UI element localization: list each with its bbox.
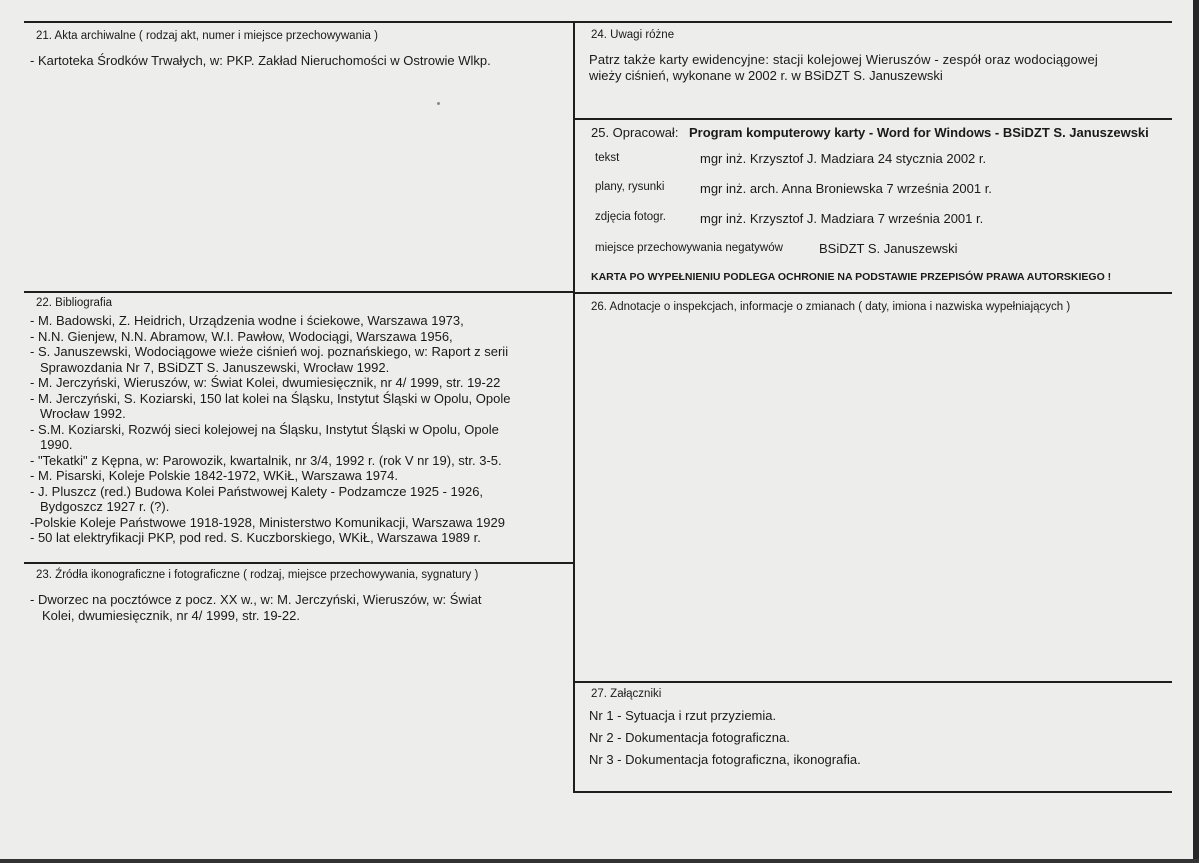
attachment-item: Nr 1 - Sytuacja i rzut przyziemia. (589, 708, 777, 723)
bibliography-list (30, 313, 510, 546)
section-23-header: 23. Źródła ikonograficzne i fotograficzne ( rodzaj, miejsce przechowywania, sygnatury ) (36, 569, 479, 581)
bib-line: - J. Pluszcz (red.) Budowa Kolei Państwowej Kalety - Podzamcze 1925 - 1926, (30, 483, 484, 499)
negatives-label: miejsce przechowywania negatywów (595, 242, 783, 254)
credit-label: tekst (595, 152, 620, 164)
bib-line: Wrocław 1992. (40, 406, 126, 421)
section-26-header: 26. Adnotacje o inspekcjach, informacje o zmianach ( daty, imiona i nazwiska wypełniających ) (591, 301, 1071, 313)
bib-line: - M. Jerczyński, Wieruszów, w: Świat Kolei, dwumiesięcznik, nr 4/ 1999, str. 19-22 (30, 375, 501, 390)
bib-line: -Polskie Koleje Państwowe 1918-1928, Ministerstwo Komunikacji, Warszawa 1929 (30, 514, 505, 530)
bib-line: - 50 lat elektryfikacji PKP, pod red. S. Kuczborskiego, WKiŁ, Warszawa 1989 r. (30, 530, 481, 545)
bib-line: Sprawozdania Nr 7, BSiDZT S. Januszewski, Wrocław 1992. (40, 359, 390, 375)
rule-22-23 (24, 562, 574, 564)
section-25-header: 25. Opracował: (591, 125, 679, 140)
bib-line: 1990. (40, 437, 73, 452)
bib-line: - N.N. Gienjew, N.N. Abramow, W.I. Pawłow, Wodociągi, Warszawa 1956, (30, 328, 453, 344)
rule-bottom-right (573, 791, 1172, 793)
section-23-line: - Dworzec na pocztówce z pocz. XX w., w: M. Jerczyński, Wieruszów, w: Świat (30, 592, 482, 607)
section-23-line: Kolei, dwumiesięcznik, nr 4/ 1999, str. 19-22. (42, 608, 300, 623)
scan-edge-right (1193, 0, 1199, 863)
program-credit: Program komputerowy karty - Word for Windows - BSiDZT S. Januszewski (689, 125, 1149, 140)
bib-line: - S.M. Koziarski, Rozwój sieci kolejowej na Śląsku, Instytut Śląski w Opolu, Opole (30, 421, 499, 437)
section-21-entry: - Kartoteka Środków Trwałych, w: PKP. Zakład Nieruchomości w Ostrowie Wlkp. (30, 53, 491, 68)
bib-line: - M. Pisarski, Koleje Polskie 1842-1972, WKiŁ, Warszawa 1974. (30, 468, 399, 483)
attachment-item: Nr 3 - Dokumentacja fotograficzna, ikonografia. (589, 752, 861, 767)
negatives-value: BSiDZT S. Januszewski (819, 241, 958, 256)
section-27-header: 27. Załączniki (591, 688, 662, 700)
section-24-header: 24. Uwagi różne (591, 29, 675, 41)
credit-label: plany, rysunki (595, 181, 665, 193)
credit-value: mgr inż. Krzysztof J. Madziara 7 września 2001 r. (700, 211, 984, 226)
bib-line: - M. Badowski, Z. Heidrich, Urządzenia wodne i ściekowe, Warszawa 1973, (30, 313, 464, 328)
center-divider (573, 21, 575, 793)
bib-line: - S. Januszewski, Wodociągowe wieże ciśnień woj. poznańskiego, w: Raport z serii (30, 344, 509, 359)
rule-21-22 (24, 291, 574, 293)
rule-25-26 (573, 292, 1172, 294)
credit-value: mgr inż. Krzysztof J. Madziara 24 stycznia 2002 r. (700, 151, 987, 166)
section-21-header: 21. Akta archiwalne ( rodzaj akt, numer i miejsce przechowywania ) (36, 30, 378, 42)
bib-line: - M. Jerczyński, S. Koziarski, 150 lat kolei na Śląsku, Instytut Śląski w Opolu, Opole (30, 390, 511, 406)
rule-26-27 (573, 681, 1172, 683)
section-24-line: Patrz także karty ewidencyjne: stacji kolejowej Wieruszów - zespół oraz wodociągowej (589, 52, 1098, 67)
section-22-header: 22. Bibliografia (36, 297, 113, 309)
scan-edge-bottom (0, 859, 1199, 863)
copyright-notice: KARTA PO WYPEŁNIENIU PODLEGA OCHRONIE NA PODSTAWIE PRZEPISÓW PRAWA AUTORSKIEGO ! (591, 271, 1112, 283)
top-rule (24, 21, 1172, 23)
credit-label: zdjęcia fotogr. (595, 211, 666, 223)
credit-value: mgr inż. arch. Anna Broniewska 7 września 2001 r. (700, 181, 992, 196)
rule-24-25 (573, 118, 1172, 120)
speck (437, 102, 440, 105)
section-24-line: wieży ciśnień, wykonane w 2002 r. w BSiDZT S. Januszewski (589, 68, 943, 83)
bib-line: Bydgoszcz 1927 r. (?). (40, 499, 170, 514)
bib-line: - "Tekatki" z Kępna, w: Parowozik, kwartalnik, nr 3/4, 1992 r. (rok V nr 19), str. 3-5. (30, 452, 502, 468)
attachment-item: Nr 2 - Dokumentacja fotograficzna. (589, 730, 790, 745)
